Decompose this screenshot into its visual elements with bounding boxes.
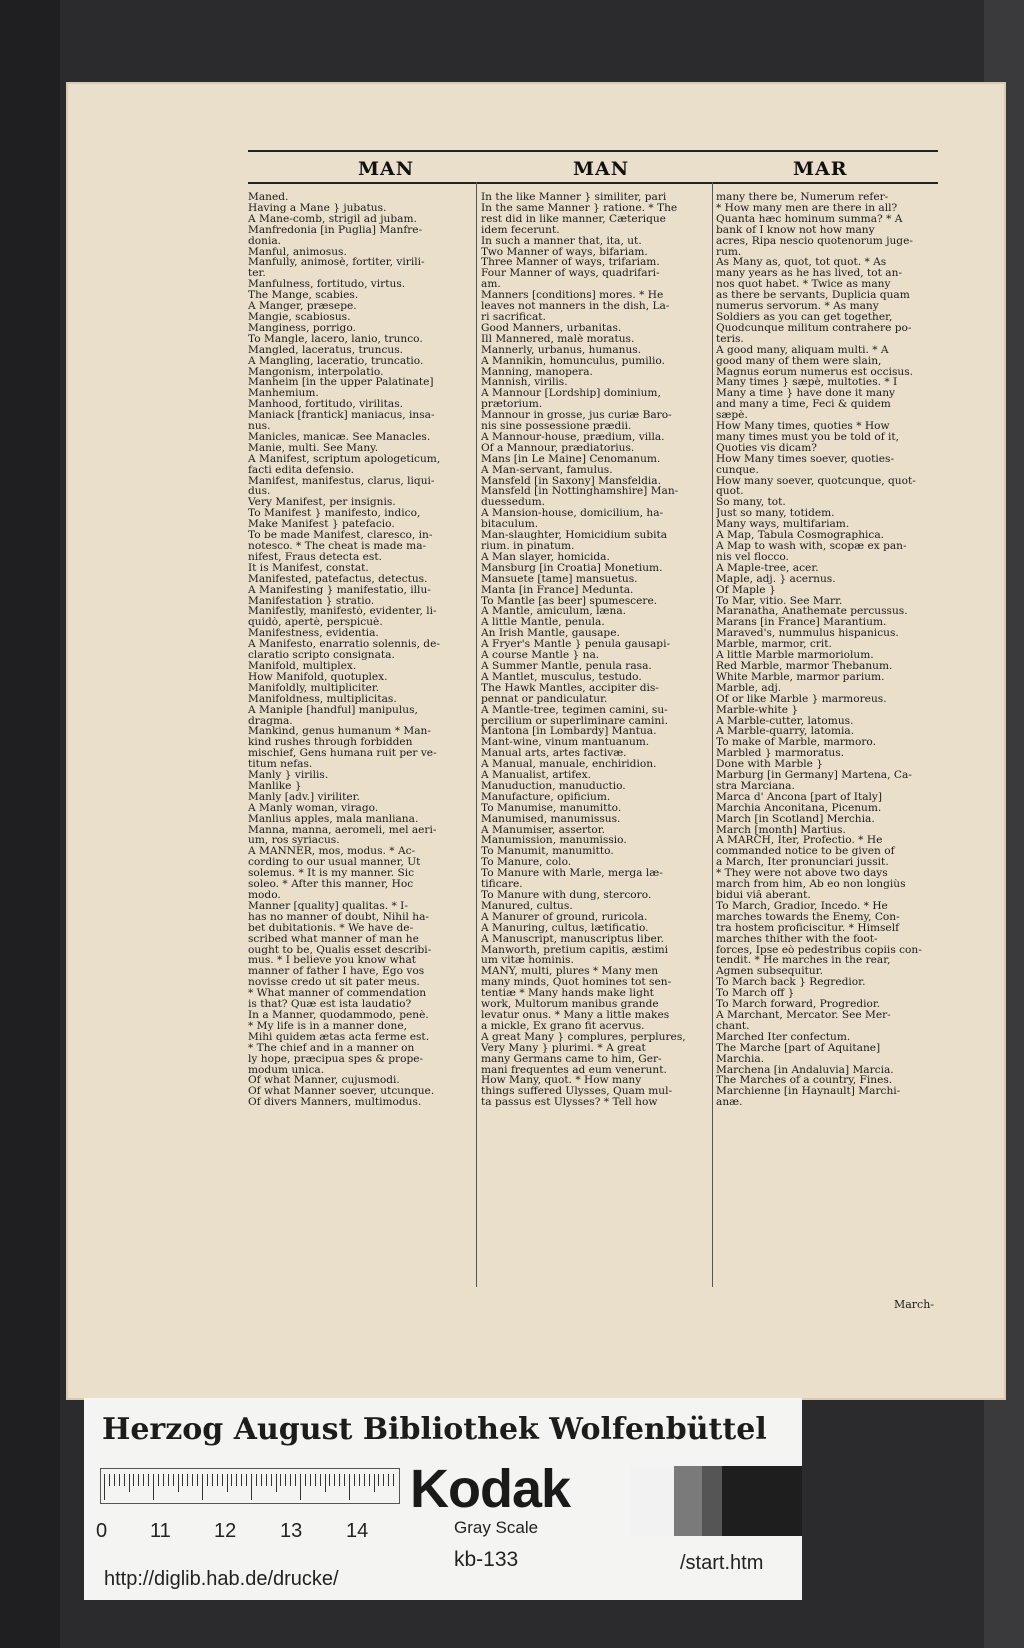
entry-line: tendit. * He marches in the rear,: [716, 955, 891, 967]
gray-swatch-black: [722, 1466, 802, 1536]
entry-line: Manual arts, artes factivæ.: [481, 748, 627, 760]
ruler-number: 11: [150, 1520, 171, 1542]
text-column-1: [248, 192, 473, 1297]
entry-line: marches towards the Enemy, Con-: [716, 911, 900, 923]
entry-line: To Mangle, lacero, lanio, trunco.: [248, 333, 423, 345]
entry-line: modum unica.: [248, 1064, 325, 1076]
entry-line: Agmen subsequitur.: [716, 966, 824, 978]
entry-line: dus.: [248, 486, 271, 498]
entry-line: A little Mantle, penula.: [481, 617, 605, 629]
entry-line: The Marche [part of Aquitane]: [716, 1042, 881, 1054]
entry-line: Mant-wine, vinum mantuanum.: [481, 737, 650, 749]
entry-line: A MARCH, Iter, Profectio. * He: [716, 835, 883, 847]
entry-line: Manning, manopera.: [481, 366, 593, 378]
entry-line: To Manifest } manifesto, indico,: [248, 508, 421, 520]
entry-line: dragma.: [248, 715, 293, 727]
kodak-logo: Kodak: [410, 1459, 571, 1519]
url-right: /start.htm: [680, 1552, 764, 1574]
entry-line: A Maple-tree, acer.: [716, 562, 819, 574]
entry-line: Four Manner of ways, quadrifari-: [481, 268, 660, 280]
entry-line: Manufacture, opificium.: [481, 791, 611, 803]
entry-line: Manfully, animosè, fortiter, virili-: [248, 257, 425, 269]
entry-line: To make of Marble, marmoro.: [716, 737, 876, 749]
gray-scale-label: Gray Scale: [454, 1518, 539, 1537]
entry-line: marches thither with the foot-: [716, 933, 878, 945]
entry-line: A Marble-quarry, latomia.: [716, 726, 855, 738]
entry-line: Man-slaughter, Homicidium subita: [481, 530, 668, 541]
entry-line: pennat or pandiculatur.: [481, 693, 608, 705]
entry-line: Done with Marble }: [716, 759, 824, 771]
entry-line: Quodcunque militum contrahere po-: [716, 322, 912, 334]
entry-line: Mangonism, interpolatio.: [248, 366, 384, 378]
entry-line: Marchia.: [716, 1053, 765, 1065]
header-left: MAN: [358, 158, 415, 180]
entry-line: cunque.: [716, 464, 759, 476]
entry-line: Manhemium.: [248, 388, 319, 400]
entry-line: So many, tot.: [716, 497, 786, 509]
gray-swatch-mid: [674, 1466, 702, 1536]
entry-line: A Summer Mantle, penula rasa.: [481, 660, 652, 672]
entry-line: quidò, apertè, perspicuè.: [248, 617, 383, 629]
entry-line: To March back } Regredior.: [716, 977, 866, 989]
entry-line: Manifold, multiplex.: [248, 660, 357, 672]
entry-line: A Marchant, Mercator. See Mer-: [716, 1009, 891, 1021]
entry-line: * The chief and in a manner on: [248, 1042, 415, 1054]
entry-line: MANY, multi, plures * Many men: [481, 966, 659, 978]
entry-line: tra hostem proficiscitur. * Himself: [716, 922, 900, 934]
entry-line: chant.: [716, 1020, 750, 1032]
entry-line: * What manner of commendation: [248, 988, 427, 1000]
entry-line: ought to be, Qualis esset describi-: [248, 944, 432, 956]
entry-line: nifest, Fraus detecta est.: [248, 551, 382, 563]
entry-line: Soldiers as you can get together,: [716, 311, 893, 323]
entry-line: March [month] Martius.: [716, 824, 846, 836]
entry-line: How Many, quot. * How many: [481, 1075, 642, 1087]
entry-line: * How many men are there in all?: [716, 202, 898, 214]
entry-line: march from him, Ab eo non longiùs: [716, 879, 906, 890]
entry-line: Mansburg [in Croatia] Monetium.: [481, 562, 663, 574]
entry-line: A course Mantle } na.: [481, 650, 600, 661]
entry-line: Maniack [frantick] maniacus, insa-: [248, 410, 435, 422]
entry-line: Marble, marmor, crit.: [716, 639, 832, 651]
entry-line: Mihi quidem ætas acta ferme est.: [248, 1031, 430, 1043]
running-headers: [248, 158, 938, 184]
entry-line: Manfredonia [in Puglia] Manfre-: [248, 224, 423, 236]
entry-line: Good Manners, urbanitas.: [481, 322, 622, 334]
entry-line: Of Maple }: [716, 584, 776, 596]
dictionary-page-frame: [248, 150, 938, 1317]
entry-line: Marca d' Ancona [part of Italy]: [716, 791, 883, 803]
entry-line: Manta [in France] Meduntа.: [481, 584, 634, 596]
entry-line: A Manly woman, virago.: [248, 802, 379, 814]
entry-line: Manly [adv.] viriliter.: [248, 791, 360, 803]
entry-line: Many a time } have done it many: [716, 388, 896, 400]
entry-line: Mannish, virilis.: [481, 377, 568, 389]
entry-line: rium. in pinatum.: [481, 541, 575, 552]
entry-line: Manifoldness, multiplicitas.: [248, 693, 397, 705]
entry-line: Make Manifest } patefacio.: [248, 519, 395, 531]
entry-line: Manicles, manicæ. See Manacles.: [248, 431, 431, 443]
entry-line: White Marble, marmor parium.: [716, 671, 885, 683]
entry-line: duessedum.: [481, 497, 546, 509]
entry-line: facti edita defensio.: [248, 464, 355, 476]
entry-line: Manifest, manifestus, clarus, liqui-: [248, 475, 435, 487]
entry-line: A Man slayer, homicida.: [481, 551, 610, 563]
entry-line: March [in Scotland] Merchia.: [716, 813, 875, 825]
entry-line: many minds, Quot homines tot sen-: [481, 977, 672, 989]
column-rule: [712, 182, 713, 1287]
entry-line: good many of them were slain,: [716, 355, 882, 367]
entry-line: commanded notice to be given of: [716, 846, 895, 858]
entry-line: ter.: [248, 268, 266, 280]
scan-edge-left: [0, 0, 60, 1648]
entry-line: Mangie, scabiosus.: [248, 311, 351, 323]
entry-line: many years as he has lived, tot an-: [716, 268, 903, 280]
entry-line: nis vel flocco.: [716, 551, 789, 563]
entry-line: Many times } sæpè, multoties. * I: [716, 377, 898, 389]
entry-line: sæpè.: [716, 410, 748, 422]
entry-line: Of what Manner soever, utcunque.: [248, 1086, 435, 1098]
entry-line: How Manifold, quotuplex.: [248, 671, 388, 683]
entry-line: A Manuring, cultus, lætificatio.: [481, 922, 649, 934]
entry-line: a March, Iter pronunciari jussit.: [716, 857, 889, 869]
entry-line: many Germans came to him, Ger-: [481, 1053, 662, 1065]
entry-line: notesco. * The cheat is made ma-: [248, 541, 427, 552]
entry-line: Marchena [in Andaluvia] Marcia.: [716, 1064, 894, 1076]
entry-line: ri sacrificat.: [481, 311, 546, 323]
entry-line: Mannour in grosse, jus curiæ Baro-: [481, 410, 672, 422]
entry-line: Manured, cultus.: [481, 900, 573, 912]
entry-line: Manifestly, manifestò, evidenter, li-: [248, 606, 437, 618]
entry-line: In a Manner, quodammodo, penè.: [248, 1009, 429, 1021]
entry-line: kind rushes through forbidden: [248, 737, 413, 749]
entry-line: Three Manner of ways, trifariam.: [481, 257, 660, 269]
entry-line: Mansuete [tame] mansuetus.: [481, 573, 638, 585]
ruler-number: 12: [214, 1520, 237, 1542]
entry-line: To March forward, Progredior.: [716, 999, 881, 1010]
entry-line: Mansfeld [in Saxony] Mansfeldia.: [481, 475, 661, 487]
entry-line: teris.: [716, 333, 744, 345]
entry-line: claratio scripto consignata.: [248, 650, 395, 661]
target-code: kb-133: [454, 1548, 519, 1571]
ruler-number: 0: [96, 1520, 108, 1542]
entry-line: Ill Mannered, malè moratus.: [481, 333, 635, 345]
entry-line: Manlius apples, mala manliana.: [248, 813, 419, 825]
entry-line: Manfulness, fortitudo, virtus.: [248, 279, 406, 291]
entry-line: rest did in like manner, Cæterique: [481, 213, 666, 225]
entry-line: A Map to wash with, scopæ ex pan-: [716, 541, 907, 552]
ruler-border: [100, 1468, 400, 1504]
entry-line: To March off }: [716, 988, 795, 1000]
entry-line: Of divers Manners, multimodus.: [248, 1097, 422, 1109]
entry-line: A Manifest, scriptum apologeticum,: [248, 453, 441, 465]
entry-line: Manners [conditions] mores. * He: [481, 290, 664, 302]
entry-line: um, ros syriacus.: [248, 835, 340, 847]
entry-line: Manumised, manumissus.: [481, 813, 621, 825]
entry-line: Manworth, pretium capitis, æstimi: [481, 944, 669, 956]
entry-line: Marchienne [in Haynault] Marchi-: [716, 1086, 901, 1098]
entry-line: Maned.: [248, 192, 289, 203]
entry-line: Quoties vis dicam?: [716, 442, 817, 454]
entry-line: Manner [quality] qualitas. * I-: [248, 900, 408, 912]
entry-line: Marbled } marmoratus.: [716, 748, 845, 760]
entry-line: acres, Ripa nescio quotenorum juge-: [716, 235, 913, 247]
entry-line: Manlike }: [248, 780, 302, 792]
entry-line: Marans [in France] Marantium.: [716, 617, 887, 629]
text-column-2: [481, 192, 708, 1297]
entry-line: A Map, Tabula Cosmographica.: [716, 530, 885, 541]
entry-line: Many ways, multifariam.: [716, 519, 850, 531]
entry-line: titum nefas.: [248, 759, 313, 771]
entry-line: An Irish Mantle, gausape.: [481, 628, 620, 640]
entry-line: donia.: [248, 235, 282, 247]
header-center: MAN: [573, 158, 630, 180]
entry-line: modo.: [248, 890, 281, 901]
entry-line: Mankind, genus humanum * Man-: [248, 726, 431, 738]
entry-line: A Manualist, artifex.: [481, 770, 591, 781]
entry-line: A Mannikin, homunculus, pumilio.: [481, 355, 665, 367]
entry-line: tificare.: [481, 879, 523, 890]
entry-line: Maple, adj. } acernus.: [716, 573, 836, 585]
entry-line: Manie, multi. See Many.: [248, 442, 379, 454]
entry-line: leaves not manners in the dish, La-: [481, 301, 670, 312]
entry-line: A Mangling, laceratio, truncatio.: [248, 355, 424, 367]
entry-line: The Marches of a country, Fines.: [716, 1075, 893, 1087]
entry-line: nos quot habet. * Twice as many: [716, 279, 891, 291]
entry-line: Two Manner of ways, bifariam.: [481, 246, 648, 258]
entry-line: In such a manner that, ita, ut.: [481, 235, 642, 247]
library-title: Herzog August Bibliothek Wolfenbüttel: [102, 1412, 767, 1447]
entry-line: cording to our usual manner, Ut: [248, 857, 421, 869]
gray-swatch-light: [630, 1466, 674, 1536]
entry-line: scribed what manner of man he: [248, 933, 419, 945]
entry-line: Manginess, porrigo.: [248, 322, 356, 334]
entry-line: To be made Manifest, claresco, in-: [248, 530, 433, 541]
entry-line: A Mane-comb, strigil ad jubam.: [248, 213, 417, 225]
gray-swatch-dark: [702, 1466, 722, 1536]
entry-line: bank of I know not how many: [716, 224, 875, 236]
entry-line: prætorium.: [481, 399, 543, 411]
entry-line: To Mantle [as beer] spumescere.: [481, 595, 658, 607]
entry-line: numerus servorum. * As many: [716, 301, 879, 312]
entry-line: To Manumise, manumitto.: [481, 802, 622, 814]
entry-line: Manna, manna, aeromeli, mel aeri-: [248, 824, 437, 836]
entry-line: To Manumit, manumitto.: [481, 846, 614, 858]
entry-line: Marble-white }: [716, 704, 799, 716]
entry-line: tentiæ * Many hands make light: [481, 988, 654, 1000]
entry-line: A Mantle, amiculum, læna.: [481, 606, 627, 618]
entry-line: percilium or superliminare camini.: [481, 715, 668, 727]
entry-line: A Manurer of ground, ruricola.: [481, 911, 648, 923]
entry-line: To Manure with dung, stercoro.: [481, 890, 652, 901]
ruler-number: 14: [346, 1520, 369, 1542]
entry-line: bitaculum.: [481, 519, 539, 531]
entry-line: quot.: [716, 486, 744, 498]
entry-line: um vitæ hominis.: [481, 955, 574, 967]
url-left: http://diglib.hab.de/drucke/: [104, 1568, 339, 1590]
entry-line: is that? Quæ est ista laudatio?: [248, 999, 412, 1010]
ruler-number: 13: [280, 1520, 303, 1542]
entry-line: many times must you be told of it,: [716, 431, 900, 443]
archive-target-card: [84, 1398, 802, 1600]
entry-line: rum.: [716, 246, 742, 258]
entry-line: * My life is in a manner done,: [248, 1020, 407, 1032]
entry-line: anæ.: [716, 1097, 743, 1109]
entry-line: In the same Manner } ratione. * The: [481, 202, 678, 214]
column-rule: [476, 182, 477, 1287]
entry-line: A Man-servant, famulus.: [481, 464, 613, 476]
entry-line: How Many times soever, quoties-: [716, 453, 895, 465]
entry-line: A Mantle-tree, tegimen camini, su-: [481, 704, 668, 716]
entry-line: bidui viâ aberant.: [716, 890, 811, 901]
entry-line: soleo. * After this manner, Hoc: [248, 879, 414, 890]
entry-line: A Manumiser, assertor.: [481, 824, 606, 836]
entry-line: How many soever, quotcunque, quot-: [716, 475, 916, 487]
entry-line: A Mansion-house, domicilium, ha-: [481, 508, 664, 520]
entry-line: manner of father I have, Ego vos: [248, 966, 425, 978]
entry-line: A Manuscript, manuscriptus liber.: [481, 933, 665, 945]
entry-line: Having a Mane } jubatus.: [248, 202, 387, 214]
entry-line: Manumission, manumissio.: [481, 835, 627, 847]
entry-line: A great Many } complures, perplures,: [481, 1031, 686, 1043]
entry-line: A Marble-cutter, latomus.: [716, 715, 854, 727]
entry-line: The Hawk Mantles, accipiter dis-: [481, 682, 659, 694]
entry-line: Magnus eorum numerus est occisus.: [716, 366, 914, 378]
entry-line: To Manure, colo.: [481, 857, 572, 869]
entry-line: mani frequentes ad eum venerunt.: [481, 1064, 667, 1076]
entry-line: Of what Manner, cujusmodi.: [248, 1075, 400, 1087]
entry-line: stra Marciana.: [716, 780, 795, 792]
entry-line: A Fryer's Mantle } penula gausapi-: [481, 639, 671, 651]
entry-line: A Maniple [handful] manipulus,: [248, 704, 418, 716]
entry-line: levatur onus. * Many a little makes: [481, 1009, 670, 1021]
entry-line: Manly } virilis.: [248, 770, 329, 781]
entry-line: In the like Manner } similiter, pari: [481, 192, 667, 203]
entry-line: Very Many } plurimi. * A great: [481, 1042, 646, 1054]
entry-line: a mickle, Ex grano fit acervus.: [481, 1020, 645, 1032]
entry-line: work, Multorum manibus grande: [481, 999, 659, 1010]
entry-line: Mangled, laceratus, truncus.: [248, 344, 404, 356]
entry-line: Manifoldly, multipliciter.: [248, 682, 380, 694]
entry-line: forces, Ipse eò pedestribus copiis con-: [716, 944, 922, 956]
entry-line: nis sine possessione prædii.: [481, 421, 632, 432]
entry-line: ly hope, præcipua spes & prope-: [248, 1053, 424, 1065]
entry-line: novisse credo ut sit pater meus.: [248, 977, 420, 989]
entry-line: To March, Gradior, Incedo. * He: [716, 900, 888, 912]
entry-line: Red Marble, marmor Thebanum.: [716, 660, 893, 672]
entry-line: Marchia Anconitana, Picenum.: [716, 802, 882, 814]
entry-line: as there be servants, Duplicia quam: [716, 290, 910, 302]
entry-line: A little Marble marmoriolum.: [716, 650, 874, 661]
entry-line: A Manger, præsepe.: [248, 301, 357, 312]
entry-line: bet dubitationis. * We have de-: [248, 922, 414, 934]
text-column-3: [716, 192, 938, 1297]
entry-line: Mans [in Le Maine] Cenomanum.: [481, 453, 661, 465]
entry-line: The Mange, scabies.: [248, 290, 359, 302]
entry-line: things suffered Ulysses, Quam mul-: [481, 1086, 673, 1098]
entry-line: A Manifesting } manifestatio, illu-: [248, 584, 431, 596]
entry-line: Manheim [in the upper Palatinate]: [248, 377, 434, 389]
entry-line: * They were not above two days: [716, 868, 888, 880]
entry-line: many there be, Numerum refer-: [716, 192, 889, 203]
entry-line: has no manner of doubt, Nihil ha-: [248, 911, 429, 923]
entry-line: ta passus est Ulysses? * Tell how: [481, 1097, 658, 1109]
entry-line: Maraved's, nummulus hispanicus.: [716, 628, 899, 640]
entry-line: and many a time, Feci & quidem: [716, 399, 891, 411]
header-right: MAR: [793, 158, 848, 180]
entry-line: Marble, adj.: [716, 682, 782, 694]
entry-line: How Many times, quoties * How: [716, 421, 890, 432]
entry-line: Marched Iter confectum.: [716, 1031, 851, 1043]
entry-line: Manifestation } stratio.: [248, 595, 375, 607]
entry-line: Manifested, patefactus, detectus.: [248, 573, 428, 585]
entry-line: To Manure with Marle, merga læ-: [481, 868, 663, 880]
entry-line: Manful, animosus.: [248, 246, 347, 258]
entry-line: Manhood, fortitudo, virilitas.: [248, 399, 404, 411]
entry-line: To Mar, vitio. See Marr.: [716, 595, 843, 607]
entry-line: A Manual, manuale, enchiridion.: [481, 759, 657, 771]
catchword: March-: [893, 1298, 934, 1311]
entry-line: Maranatha, Anathemate percussus.: [716, 606, 908, 618]
entry-line: mischief, Gens humana ruit per ve-: [248, 748, 437, 760]
entry-line: Mansfeld [in Nottinghamshire] Man-: [481, 486, 679, 498]
entry-line: am.: [481, 279, 501, 291]
entry-line: Just so many, totidem.: [716, 508, 835, 520]
entry-line: Manifestness, evidentia.: [248, 628, 379, 640]
entry-line: mus. * I believe you know what: [248, 955, 417, 967]
entry-line: A Mannour [Lordship] dominium,: [481, 388, 661, 400]
entry-line: Marburg [in Germany] Martena, Ca-: [716, 770, 912, 781]
entry-line: A Mantlet, musculus, testudo.: [481, 671, 642, 683]
entry-line: Very Manifest, per insignis.: [248, 497, 396, 509]
entry-line: nus.: [248, 421, 271, 432]
entry-line: A MANNER, mos, modus. * Ac-: [248, 846, 416, 858]
entry-line: solemus. * It is my manner. Sic: [248, 868, 415, 880]
entry-line: A good many, aliquam multi. * A: [716, 344, 889, 356]
entry-line: A Manifesto, enarratio solennis, de-: [248, 639, 440, 651]
entry-line: idem fecerunt.: [481, 224, 560, 236]
entry-line: As Many as, quot, tot quot. * As: [716, 257, 887, 269]
entry-line: Quanta hæc hominum summa? * A: [716, 213, 903, 225]
entry-line: Mantona [in Lombardy] Mantua.: [481, 726, 657, 738]
entry-line: Mannerly, urbanus, humanus.: [481, 344, 642, 356]
entry-line: Manuduction, manuductio.: [481, 780, 626, 792]
entry-line: Of a Mannour, prædiatorius.: [481, 442, 635, 454]
entry-line: It is Manifest, constat.: [248, 562, 369, 574]
entry-line: Of or like Marble } marmoreus.: [716, 693, 887, 705]
entry-line: A Mannour-house, prædium, villa.: [481, 431, 665, 443]
